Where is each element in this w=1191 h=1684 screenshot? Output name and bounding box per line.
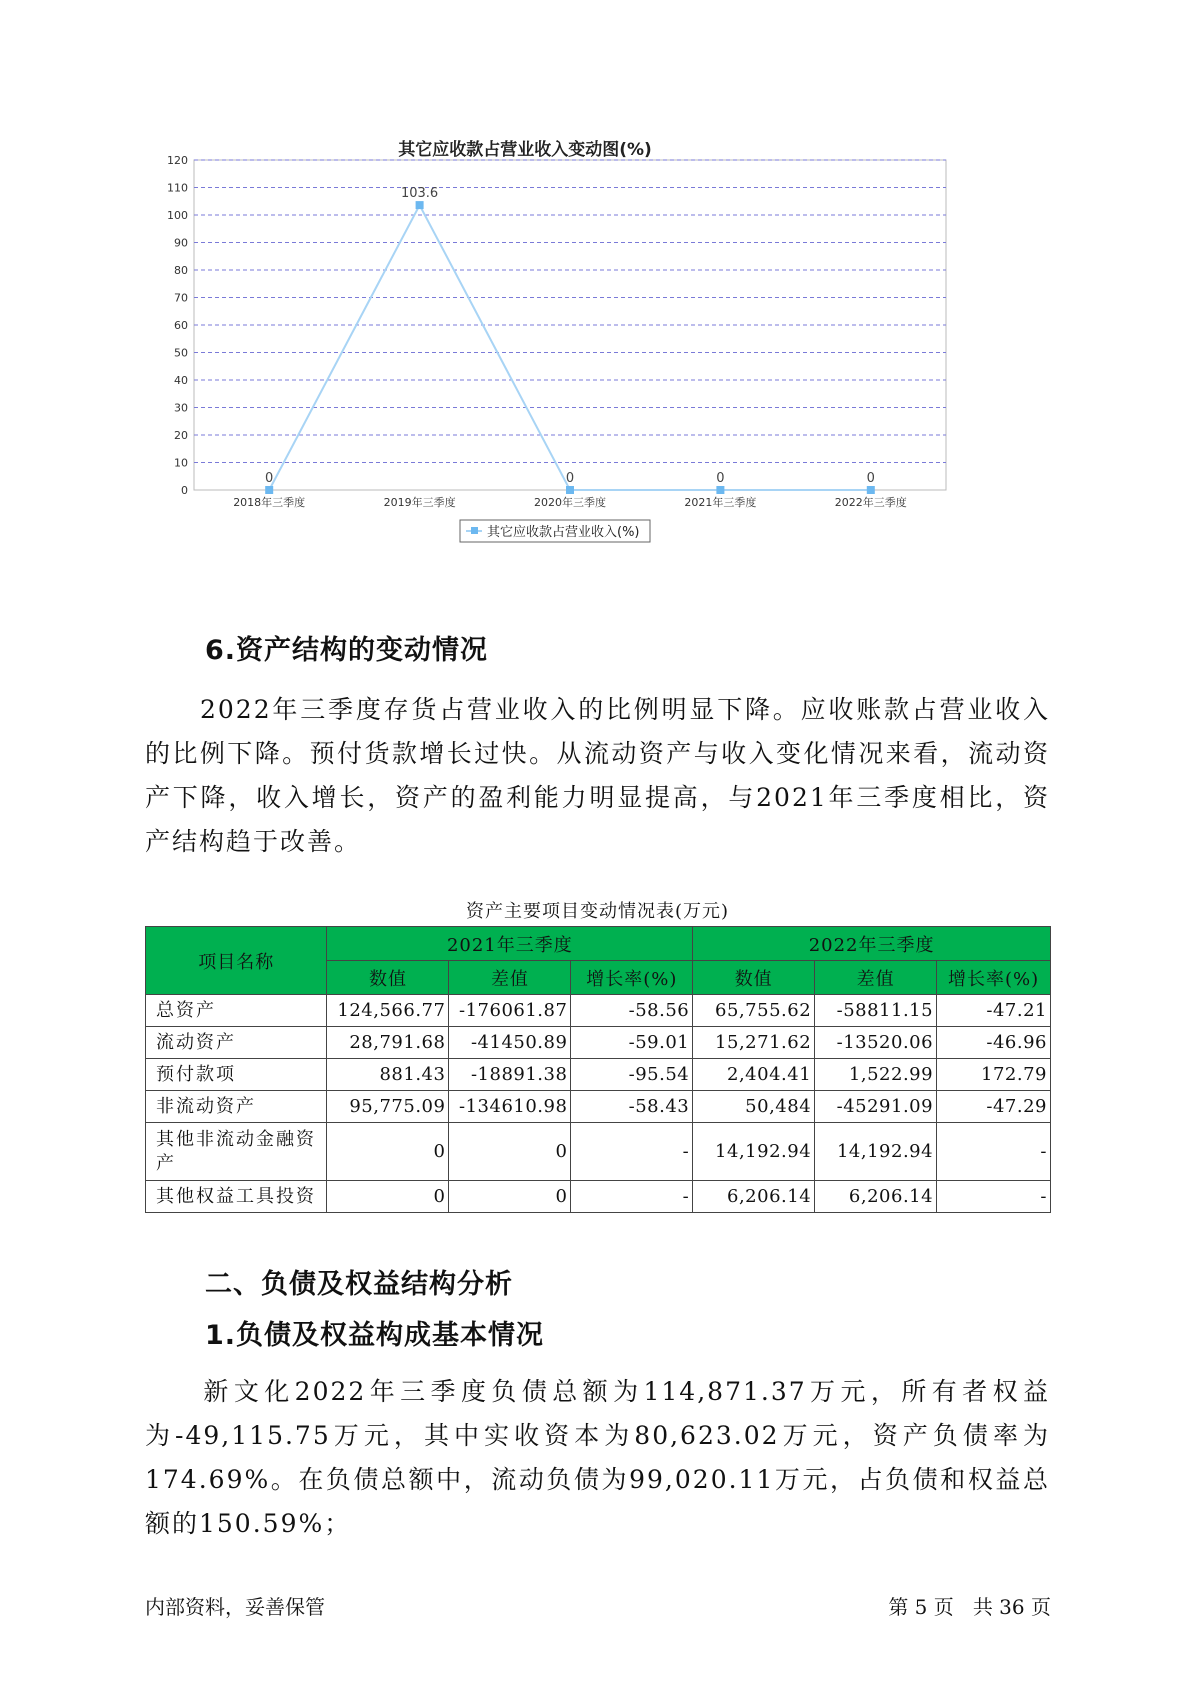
y-tick-label: 100 <box>167 209 188 222</box>
row-item-name: 预付款项 <box>146 1059 327 1091</box>
table-cell: 881.43 <box>327 1059 449 1091</box>
x-tick-label: 2022年三季度 <box>834 496 907 509</box>
legend-marker-icon <box>471 527 478 534</box>
table-cell: 14,192.94 <box>815 1123 937 1181</box>
header-period: 2022年三季度 <box>693 927 1051 961</box>
y-tick-label: 40 <box>174 374 188 387</box>
header-growth: 增长率(%) <box>937 961 1051 995</box>
data-label: 0 <box>265 471 274 486</box>
table-cell: -46.96 <box>937 1027 1051 1059</box>
chart-title: 其它应收款占营业收入变动图(%) <box>398 140 652 160</box>
table-row <box>146 1123 1051 1181</box>
table-cell: 0 <box>327 1181 449 1213</box>
footer-confidential: 内部资料，妥善保管 <box>145 1595 325 1619</box>
table-cell: -95.54 <box>571 1059 693 1091</box>
table-cell: 1,522.99 <box>815 1059 937 1091</box>
table-cell: 0 <box>449 1123 571 1181</box>
table-cell: 14,192.94 <box>693 1123 815 1181</box>
legend-label: 其它应收款占营业收入(%) <box>487 525 640 540</box>
section-paragraph <box>145 688 1050 864</box>
table-row <box>146 1059 1051 1091</box>
row-item-name: 非流动资产 <box>146 1091 327 1123</box>
table-row <box>146 1091 1051 1123</box>
paragraph-text: 新文化2022年三季度负债总额为114,871.37万元，所有者权益为-49,115.75万元，其中实收资本为80,623.02万元，资产负债率为174.69%。在负债总额中，流动负债为99,020.11万元，占负债和权益总额的150.59%； <box>145 1377 1050 1538</box>
data-point <box>265 486 273 494</box>
data-label: 0 <box>866 471 875 486</box>
table-cell: 15,271.62 <box>693 1027 815 1059</box>
section-heading: 二、负债及权益结构分析 <box>205 1269 513 1300</box>
table-cell: 0 <box>449 1181 571 1213</box>
row-item-name: 其他权益工具投资 <box>146 1181 327 1213</box>
table-cell: - <box>571 1181 693 1213</box>
table-cell: - <box>571 1123 693 1181</box>
table-cell: -13520.06 <box>815 1027 937 1059</box>
subsection-heading: 1.负债及权益构成基本情况 <box>205 1320 545 1351</box>
data-label: 0 <box>716 471 725 486</box>
table-cell: - <box>937 1123 1051 1181</box>
table-cell: -176061.87 <box>449 995 571 1027</box>
data-label: 0 <box>565 471 575 486</box>
header-growth: 增长率(%) <box>571 961 693 995</box>
table-cell: 50,484 <box>693 1091 815 1123</box>
x-tick-label: 2019年三季度 <box>383 496 456 509</box>
x-tick-label: 2021年三季度 <box>684 496 757 509</box>
table-title: 资产主要项目变动情况表(万元) <box>465 901 730 922</box>
row-item-name: 其他非流动金融资产 <box>146 1123 327 1181</box>
table-cell: 0 <box>327 1123 449 1181</box>
table-cell: 6,206.14 <box>693 1181 815 1213</box>
table-cell: -47.29 <box>937 1091 1051 1123</box>
table-cell: 2,404.41 <box>693 1059 815 1091</box>
x-axis <box>233 495 907 509</box>
y-tick-label: 120 <box>167 154 188 167</box>
header-item-name: 项目名称 <box>146 927 327 995</box>
y-tick-label: 30 <box>174 401 188 415</box>
header-diff: 差值 <box>815 961 937 995</box>
table-cell: -45291.09 <box>815 1091 937 1123</box>
header-value: 数值 <box>693 961 815 995</box>
table-cell: 124,566.77 <box>327 995 449 1027</box>
table-cell: - <box>937 1181 1051 1213</box>
line-chart <box>160 135 1040 595</box>
table-row <box>146 995 1051 1027</box>
y-tick-label: 90 <box>174 236 188 250</box>
table-cell: 95,775.09 <box>327 1091 449 1123</box>
y-axis <box>167 154 188 497</box>
section-paragraph <box>145 1370 1050 1546</box>
table-cell: -18891.38 <box>449 1059 571 1091</box>
paragraph-text: 2022年三季度存货占营业收入的比例明显下降。应收账款占营业收入的比例下降。预付货款增长过快。从流动资产与收入变化情况来看，流动资产下降，收入增长，资产的盈利能力明显提高，与2021年三季度相比，资产结构趋于改善。 <box>145 695 1050 856</box>
data-point <box>867 486 875 494</box>
data-label: 103.6 <box>400 186 439 202</box>
header-value: 数值 <box>327 961 449 995</box>
x-tick-label: 2018年三季度 <box>233 496 306 509</box>
data-point <box>416 201 424 209</box>
table-cell: -134610.98 <box>449 1091 571 1123</box>
y-tick-label: 20 <box>174 429 188 442</box>
assets-table <box>145 926 1051 1213</box>
table-cell: -58.56 <box>571 995 693 1027</box>
table-cell: -58.43 <box>571 1091 693 1123</box>
table-cell: 172.79 <box>937 1059 1051 1091</box>
table-cell: -41450.89 <box>449 1027 571 1059</box>
y-tick-label: 60 <box>174 319 188 332</box>
table-cell: 6,206.14 <box>815 1181 937 1213</box>
x-tick-label: 2020年三季度 <box>534 496 606 509</box>
table-cell: -59.01 <box>571 1027 693 1059</box>
y-tick-label: 70 <box>174 291 188 305</box>
y-tick-label: 110 <box>167 181 188 195</box>
row-item-name: 总资产 <box>146 995 327 1027</box>
table-cell: 28,791.68 <box>327 1027 449 1059</box>
table-cell: -58811.15 <box>815 995 937 1027</box>
y-tick-label: 0 <box>181 484 188 497</box>
y-tick-label: 80 <box>174 264 188 277</box>
table-row <box>146 1181 1051 1213</box>
table-cell: 65,755.62 <box>693 995 815 1027</box>
table-cell: -47.21 <box>937 995 1051 1027</box>
data-point <box>716 486 724 494</box>
y-tick-label: 10 <box>174 456 188 470</box>
section-heading: 6.资产结构的变动情况 <box>205 635 489 666</box>
row-item-name: 流动资产 <box>146 1027 327 1059</box>
table-row <box>146 1027 1051 1059</box>
y-tick-label: 50 <box>174 346 188 360</box>
data-point <box>566 486 574 494</box>
footer-page-number: 第 5 页 共 36 页 <box>888 1595 1051 1619</box>
header-period: 2021年三季度 <box>327 927 693 961</box>
header-diff: 差值 <box>449 961 571 995</box>
legend <box>460 520 650 542</box>
